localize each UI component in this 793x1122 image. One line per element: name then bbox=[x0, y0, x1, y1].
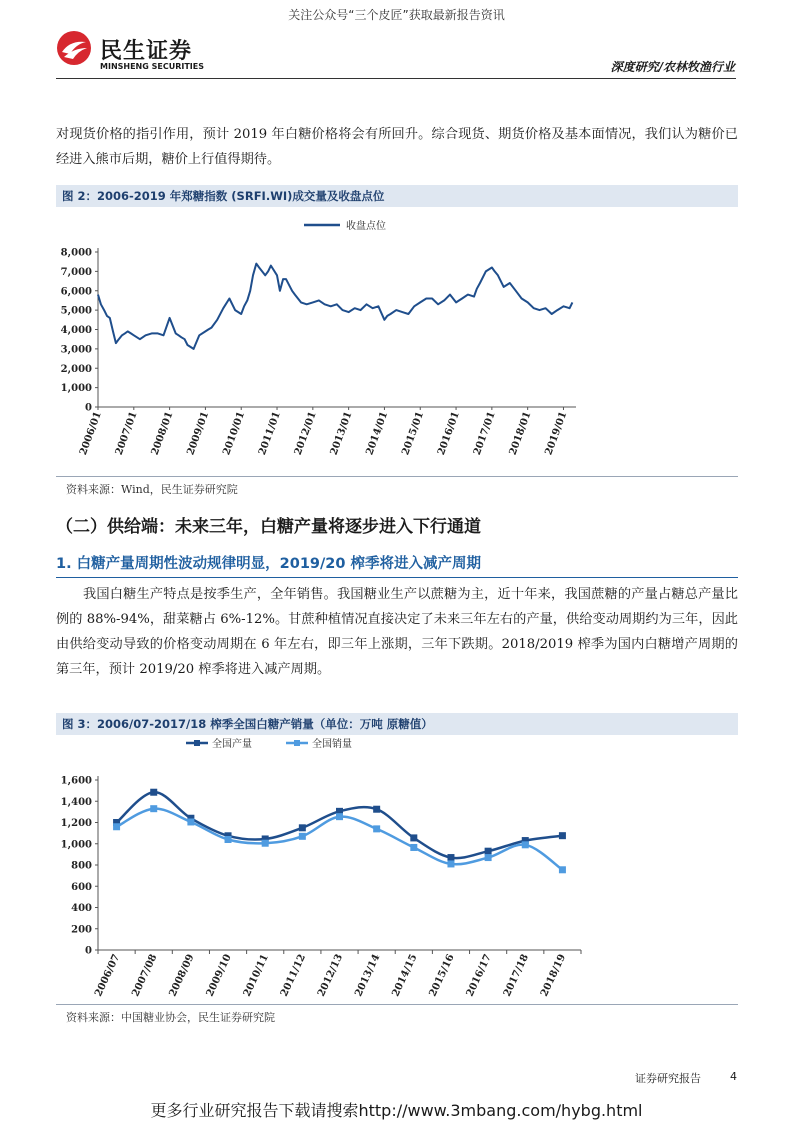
x-tick-label: 2008/09 bbox=[167, 952, 197, 999]
series-point-1 bbox=[410, 844, 417, 851]
x-tick-label: 2007/08 bbox=[130, 952, 160, 999]
x-tick-label: 2011/12 bbox=[278, 952, 309, 999]
series-point-1 bbox=[299, 833, 306, 840]
x-tick-label: 2017/01 bbox=[471, 410, 498, 457]
series-line-close bbox=[98, 264, 572, 349]
x-tick-label: 2009/10 bbox=[204, 952, 234, 999]
figure2-title: 图 2：2006-2019 年郑糖指数 (SRFI.WI)成交量及收盘点位 bbox=[56, 185, 738, 207]
y-tick-label: 800 bbox=[71, 860, 92, 872]
minsheng-logo-icon bbox=[56, 30, 92, 66]
x-tick-label: 2006/01 bbox=[77, 410, 104, 457]
y-tick-label: 0 bbox=[85, 945, 92, 957]
series-point-1 bbox=[522, 841, 529, 848]
y-tick-label: 2,000 bbox=[60, 363, 92, 375]
y-tick-label: 4,000 bbox=[60, 325, 92, 336]
footer-label: 证券研究报告 bbox=[635, 1072, 701, 1085]
x-tick-label: 2017/18 bbox=[501, 952, 531, 999]
y-tick-label: 1,000 bbox=[60, 383, 92, 395]
series-point-1 bbox=[447, 860, 454, 867]
x-tick-label: 2008/01 bbox=[149, 410, 176, 457]
series-point-0 bbox=[485, 848, 492, 855]
x-tick-label: 2010/01 bbox=[221, 410, 248, 457]
series-point-1 bbox=[559, 866, 566, 873]
x-tick-label: 2009/01 bbox=[185, 410, 212, 457]
series-point-0 bbox=[447, 854, 454, 861]
series-line-0 bbox=[117, 792, 563, 858]
top-note: 关注公众号“三个皮匠”获取最新报告资讯 bbox=[288, 8, 505, 22]
y-tick-label: 400 bbox=[71, 903, 92, 914]
series-point-1 bbox=[113, 823, 120, 830]
y-tick-label: 200 bbox=[71, 924, 92, 936]
x-tick-label: 2015/16 bbox=[427, 952, 457, 999]
series-point-1 bbox=[225, 836, 232, 843]
x-tick-label: 2016/01 bbox=[436, 410, 462, 457]
figure3-title: 图 3：2006/07-2017/18 榨季全国白糖产销量（单位：万吨 原糖值） bbox=[56, 713, 738, 735]
x-tick-label: 2018/19 bbox=[538, 952, 569, 999]
series-point-0 bbox=[299, 824, 306, 831]
figure2-source: 资料来源：Wind，民生证券研究院 bbox=[56, 476, 738, 497]
x-tick-label: 2010/11 bbox=[241, 952, 271, 999]
y-tick-label: 6,000 bbox=[60, 286, 92, 298]
y-tick-label: 1,200 bbox=[60, 818, 92, 829]
x-tick-label: 2018/01 bbox=[507, 410, 534, 457]
x-tick-label: 2016/17 bbox=[464, 952, 494, 999]
series-point-1 bbox=[336, 813, 343, 820]
intro-paragraph: 对现货价格的指引作用，预计 2019 年白糖价格将会有所回升。综合现货、期货价格及基本面情况，我们认为糖价已经进入熊市后期，糖价上行值得期待。 bbox=[56, 127, 738, 167]
x-tick-label: 2014/15 bbox=[390, 952, 420, 999]
y-tick-label: 5,000 bbox=[60, 305, 92, 317]
x-tick-label: 2012/13 bbox=[316, 952, 346, 999]
series-point-0 bbox=[373, 806, 380, 813]
y-tick-label: 600 bbox=[71, 881, 92, 893]
series-point-1 bbox=[373, 825, 380, 832]
page-number: 4 bbox=[730, 1070, 737, 1083]
logo-text-cn: 民生证券 bbox=[100, 39, 193, 64]
series-point-1 bbox=[262, 840, 269, 847]
x-tick-label: 2012/01 bbox=[292, 410, 319, 457]
figure3-source: 资料来源：中国糖业协会，民生证券研究院 bbox=[56, 1004, 738, 1025]
y-tick-label: 3,000 bbox=[60, 344, 92, 356]
legend-marker-1 bbox=[294, 740, 300, 746]
header-divider bbox=[56, 78, 736, 79]
y-tick-label: 0 bbox=[85, 402, 92, 414]
y-tick-label: 1,600 bbox=[60, 775, 92, 787]
y-tick-label: 1,000 bbox=[60, 839, 92, 851]
x-tick-label: 2006/07 bbox=[93, 952, 123, 999]
series-point-0 bbox=[559, 832, 566, 839]
series-point-1 bbox=[150, 805, 157, 812]
series-point-1 bbox=[485, 854, 492, 861]
x-tick-label: 2015/01 bbox=[400, 410, 427, 457]
x-tick-label: 2011/01 bbox=[256, 410, 283, 457]
section-heading: （二）供给端：未来三年，白糖产量将逐步进入下行通道 bbox=[56, 517, 481, 537]
body-paragraph: 我国白糖生产特点是按季生产，全年销售。我国糖业生产以蔗糖为主，近十年来，我国蔗糖的产量占糖总产量比例的 88%-94%，甜菜糖占 6%-12%。甘蔗种植情况直接决定了未来三年左右的产量，供给变动周期约为三年，因此由供给变动导致的价格变动周期在 6 年左右，即三年上涨期，三年下跌期。2018/2019 榨季为国内白糖增产周期的第三年，预计 2019/20 榨季将进入减产周期。 bbox=[56, 587, 738, 677]
series-point-0 bbox=[150, 789, 157, 796]
legend-label-1: 全国销量 bbox=[312, 739, 352, 750]
promo-link[interactable]: 更多行业研究报告下载请搜索http://www.3mbang.com/hybg.html bbox=[150, 1101, 643, 1120]
legend-label-close: 收盘点位 bbox=[346, 221, 386, 232]
report-category-tag: 深度研究/农林牧渔行业 bbox=[610, 60, 735, 74]
series-point-0 bbox=[410, 834, 417, 841]
figure2-chart bbox=[56, 207, 738, 475]
x-tick-label: 2019/01 bbox=[543, 410, 570, 457]
y-tick-label: 1,400 bbox=[60, 796, 92, 808]
subsection-heading: 1. 白糖产量周期性波动规律明显，2019/20 榨季将进入减产周期 bbox=[56, 552, 738, 578]
logo-text-en: MINSHENG SECURITIES bbox=[100, 62, 204, 71]
x-tick-label: 2013/01 bbox=[328, 410, 355, 457]
series-point-1 bbox=[187, 818, 194, 825]
x-tick-label: 2007/01 bbox=[113, 410, 140, 457]
figure3-chart bbox=[56, 735, 738, 1003]
y-tick-label: 8,000 bbox=[60, 247, 92, 259]
x-tick-label: 2014/01 bbox=[364, 410, 391, 457]
legend-marker-0 bbox=[194, 740, 200, 746]
y-tick-label: 7,000 bbox=[60, 266, 92, 278]
x-tick-label: 2013/14 bbox=[353, 952, 383, 999]
legend-label-0: 全国产量 bbox=[212, 739, 252, 750]
